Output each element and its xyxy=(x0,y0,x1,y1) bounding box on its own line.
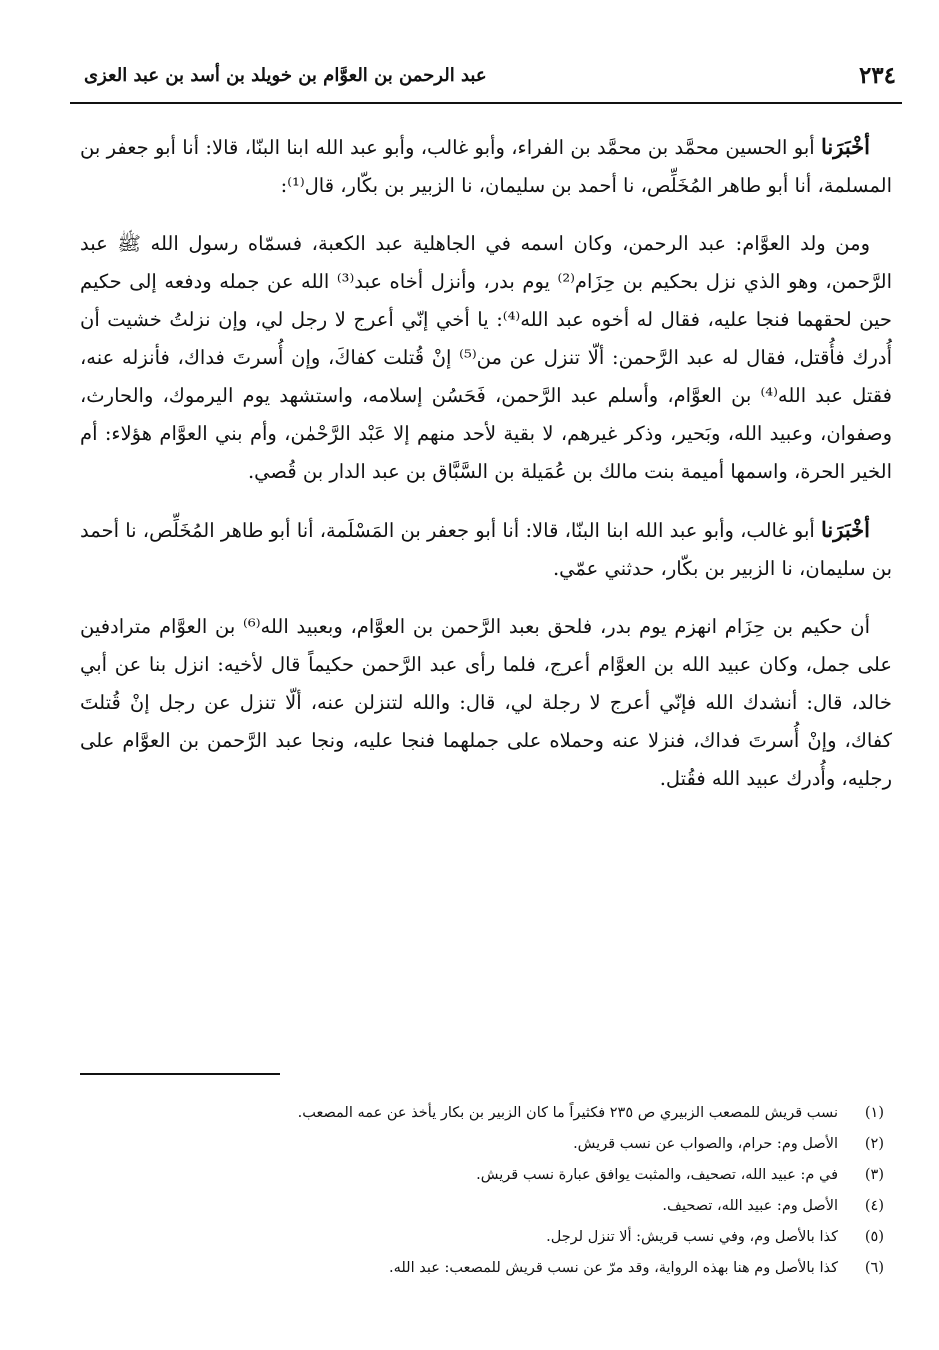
paragraph-text: أبو غالب، وأبو عبد الله ابنا البنّا، قالا: أنا أبو جعفر بن المَسْلَمة، أنا أبو طاهر المُخَلِّص، نا أحمد بن سليمان، نا الزبير بن بكّار، حدثني عمّي. xyxy=(80,519,892,580)
main-text xyxy=(80,128,892,818)
footnote-text: في م: عبيد الله، تصحيف، والمثبت يوافق عبارة نسب قريش. xyxy=(476,1167,838,1183)
running-head xyxy=(70,48,902,104)
footnote-text: الأصل وم: حرام، والصواب عن نسب قريش. xyxy=(573,1136,838,1152)
footnote-item xyxy=(80,1098,884,1129)
footnote-item xyxy=(80,1129,884,1160)
footnote-item xyxy=(80,1191,884,1222)
paragraph-lead: أخْبَرَنا xyxy=(821,517,870,542)
footnote-number: (٣) xyxy=(864,1167,884,1183)
paragraph xyxy=(80,608,892,798)
book-page xyxy=(70,48,902,1308)
paragraph-text: ومن ولد العوَّام: عبد الرحمن، وكان اسمه في الجاهلية عبد الكعبة، فسمّاه رسول الله ﷺ عبد الرَّحمن، وهو الذي نزل بحكيم بن حِزَام⁽²⁾ يوم بدر، وأنزل أخاه عبد⁽³⁾ الله عن جمله ودفعه إلى حكيم حين لحقهما فنجا عليه، فقال له أخوه عبد الله⁽⁴⁾: يا أخي إنّي أعرج لا رجل لي، وإن نزلتُ خشيت أن أُدرك فأُقتل، فقال له عبد الرَّحمن: ألّا تنزل عن من⁽⁵⁾ إنْ قُتلت كفاكَ، وإن أُسرتَ فداك، فأنزله عنه، فقتل عبد الله⁽⁴⁾ بن العوَّام، وأسلم عبد الرَّحمن، فَحَسُن إسلامه، واستشهد يوم اليرموك، والحارث، وصفوان، وعبيد الله، وبَحير، وذكر غيرهم، لا بقية لأحد منهم إلا عَبْد الرَّحْمٰن، وأم بني العوَّام هؤلاء: أم الخير الحرة، واسمها أميمة بنت مالك بن عُمَيلة بن السَّبَّاق بن عبد الدار بن قُصي. xyxy=(80,232,892,483)
footnote-text: كذا بالأصل وم، وفي نسب قريش: ألا تنزل لرجل. xyxy=(546,1229,838,1245)
footnote-item xyxy=(80,1222,884,1253)
footnote-number: (٦) xyxy=(864,1260,884,1276)
footnote-number: (٥) xyxy=(864,1229,884,1245)
paragraph xyxy=(80,511,892,588)
paragraph-text: أبو الحسين محمَّد بن محمَّد بن الفراء، وأبو غالب، وأبو عبد الله ابنا البنّا، قالا: أنا أبو جعفر بن المسلمة، أنا أبو طاهر المُخَلِّص، نا أحمد بن سليمان، نا الزبير بن بكّار، قال⁽¹⁾: xyxy=(80,136,892,197)
footnote-number: (٢) xyxy=(864,1136,884,1152)
footnote-item xyxy=(80,1253,884,1284)
footnote-text: نسب قريش للمصعب الزبيري ص ٢٣٥ فكثيراً ما كان الزبير بن بكار يأخذ عن عمه المصعب. xyxy=(297,1105,838,1121)
running-head-title: عبد الرحمن بن العوَّام بن خويلد بن أسد بن عبد العزى xyxy=(84,65,487,86)
paragraph xyxy=(80,128,892,205)
footnotes xyxy=(80,1098,884,1284)
footnote-item xyxy=(80,1160,884,1191)
paragraph xyxy=(80,225,892,491)
footnote-number: (٤) xyxy=(864,1198,884,1214)
footnote-divider xyxy=(80,1073,280,1075)
paragraph-lead: أخْبَرَنا xyxy=(821,134,870,159)
footnote-text: كذا بالأصل وم هنا بهذه الرواية، وقد مرّ عن نسب قريش للمصعب: عبد الله. xyxy=(388,1260,838,1276)
paragraph-text: أن حكيم بن حِزَام انهزم يوم بدر، فلحق بعبد الرَّحمن بن العوَّام، وبعبيد الله⁽⁶⁾ بن العوَّام مترادفين على جمل، وكان عبيد الله بن العوَّام أعرج، فلما رأى عبد الرَّحمن حكيماً قال لأخيه: انزل بنا عن أبي خالد، قال: أنشدك الله فإنّي أعرج لا رجلة لي، قال: والله لتنزلن عنه، ألّا تنزل عن رجل إنْ قُتلتَ كفاك، وإنْ أُسرتَ فداك، فنزلا عنه وحملاه على جملهما فنجا عليه، ونجا عبد الرَّحمن بن العوَّام على رجليه، وأُدرك عبيد الله فقُتل. xyxy=(80,615,892,790)
page-number: ٢٣٤ xyxy=(858,62,896,89)
footnote-text: الأصل وم: عبيد الله، تصحيف. xyxy=(662,1198,838,1214)
footnote-number: (١) xyxy=(864,1105,884,1121)
